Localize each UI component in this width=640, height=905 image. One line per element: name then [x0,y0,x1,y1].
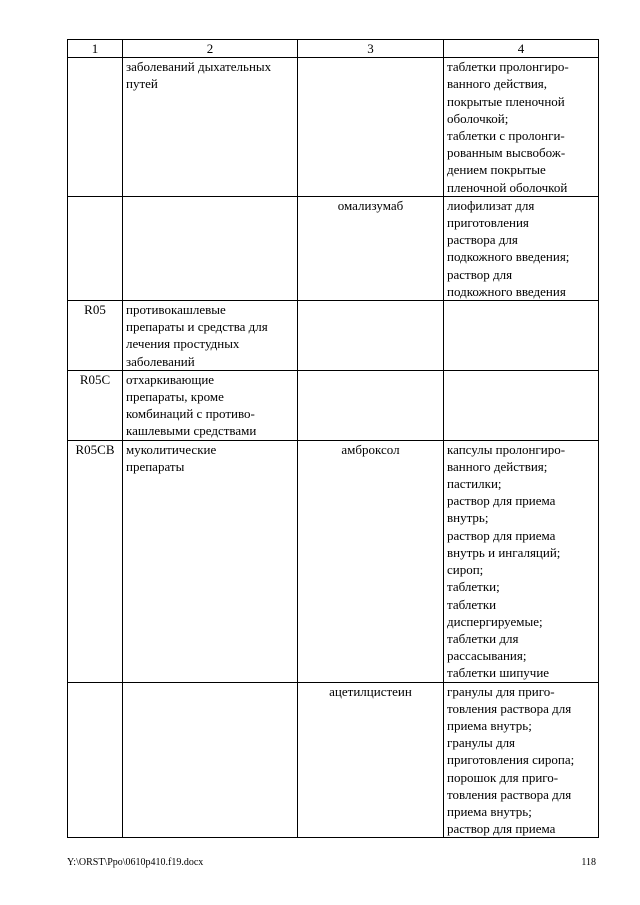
header-col-2: 2 [123,40,298,58]
dosage-form-line: гранулы для приго- [447,683,555,699]
header-col-3: 3 [298,40,444,58]
group-name-cell [123,301,298,371]
dosage-form-line: ванного действия, [447,76,548,92]
group-name-line: препараты, кроме [126,389,224,405]
dosage-form-line: оболочкой; [447,110,509,126]
group-name-cell [123,370,298,440]
dosage-form-line: раствор для приема [447,493,556,509]
group-name-line: противокашлевые [126,302,226,318]
group-name-line: комбинаций с противо- [126,406,255,422]
table-row [68,440,599,682]
table-row [68,196,599,300]
dosage-form-line: внутрь и ингаляций; [447,544,561,560]
dosage-form-line: товления раствора для [447,786,572,802]
dosage-form-line: покрытые пленочной [447,93,565,109]
dosage-form-line: таблетки пролонгиро- [447,59,569,75]
drug-name-cell: омализумаб [298,196,444,300]
group-name-cell [123,682,298,838]
table-row [68,58,599,197]
dosage-form-line: товления раствора для [447,700,572,716]
dosage-form-line: таблетки для [447,630,519,646]
table-row [68,301,599,371]
atc-code-cell: R05CB [68,440,123,682]
header-col-4: 4 [444,40,599,58]
group-name-line: препараты [126,458,185,474]
dosage-form-line: приема внутрь; [447,717,532,733]
footer-page-number: 118 [581,857,596,868]
group-name-line: отхаркивающие [126,371,215,387]
dosage-form-line: рованным высвобож- [447,145,566,161]
dosage-form-line: сироп; [447,562,484,578]
dosage-form-line: диспергируемые; [447,613,543,629]
table-row [68,682,599,838]
footer-file-path: Y:\ORST\Ppo\0610p410.f19.docx [67,857,204,868]
dosage-forms-cell [444,370,599,440]
dosage-form-line: гранулы для [447,735,516,751]
atc-code-cell [68,682,123,838]
dosage-form-line: рассасывания; [447,648,527,664]
drug-table-body [68,40,599,838]
atc-code-cell: R05 [68,301,123,371]
dosage-form-line: приготовления сиропа; [447,752,575,768]
atc-code-cell: R05C [68,370,123,440]
drug-name-cell: ацетилцистеин [298,682,444,838]
group-name-line: путей [126,76,158,92]
dosage-form-line: таблетки шипучие [447,665,550,681]
header-col-1: 1 [68,40,123,58]
dosage-form-line: капсулы пролонгиро- [447,441,566,457]
dosage-form-line: внутрь; [447,510,489,526]
dosage-form-line: приема внутрь; [447,803,532,819]
dosage-form-line: раствор для приема [447,527,556,543]
group-name-line: лечения простудных [126,336,240,352]
group-name-cell [123,440,298,682]
dosage-form-line: подкожного введения [447,283,566,299]
dosage-form-line: дением покрытые [447,162,546,178]
atc-code-cell [68,196,123,300]
dosage-form-line: порошок для приго- [447,769,559,785]
dosage-form-line: таблетки; [447,579,500,595]
group-name-line: заболеваний [126,353,195,369]
dosage-form-line: раствора для [447,232,518,248]
dosage-forms-cell [444,682,599,838]
dosage-form-line: лиофилизат для [447,197,535,213]
atc-code-cell [68,58,123,197]
group-name-cell [123,58,298,197]
dosage-form-line: приготовления [447,215,529,231]
dosage-form-line: ванного действия; [447,458,548,474]
group-name-line: заболеваний дыхательных [126,59,272,75]
table-header-row [68,40,599,58]
dosage-form-line: пастилки; [447,476,502,492]
drug-name-cell [298,370,444,440]
dosage-form-line: пленочной оболочкой [447,179,568,195]
drug-name-cell: амброксол [298,440,444,682]
dosage-form-line: раствор для [447,266,513,282]
dosage-form-line: таблетки [447,596,497,612]
table-row [68,370,599,440]
dosage-forms-cell [444,301,599,371]
drug-name-cell [298,58,444,197]
group-name-line: кашлевыми средствами [126,423,257,439]
dosage-forms-cell [444,58,599,197]
drug-name-cell [298,301,444,371]
dosage-form-line: раствор для приема [447,821,556,837]
dosage-forms-cell [444,440,599,682]
drug-table [67,39,599,838]
group-name-line: препараты и средства для [126,319,268,335]
group-name-cell [123,196,298,300]
dosage-form-line: таблетки с пролонги- [447,128,565,144]
group-name-line: муколитические [126,441,217,457]
dosage-forms-cell [444,196,599,300]
dosage-form-line: подкожного введения; [447,249,570,265]
